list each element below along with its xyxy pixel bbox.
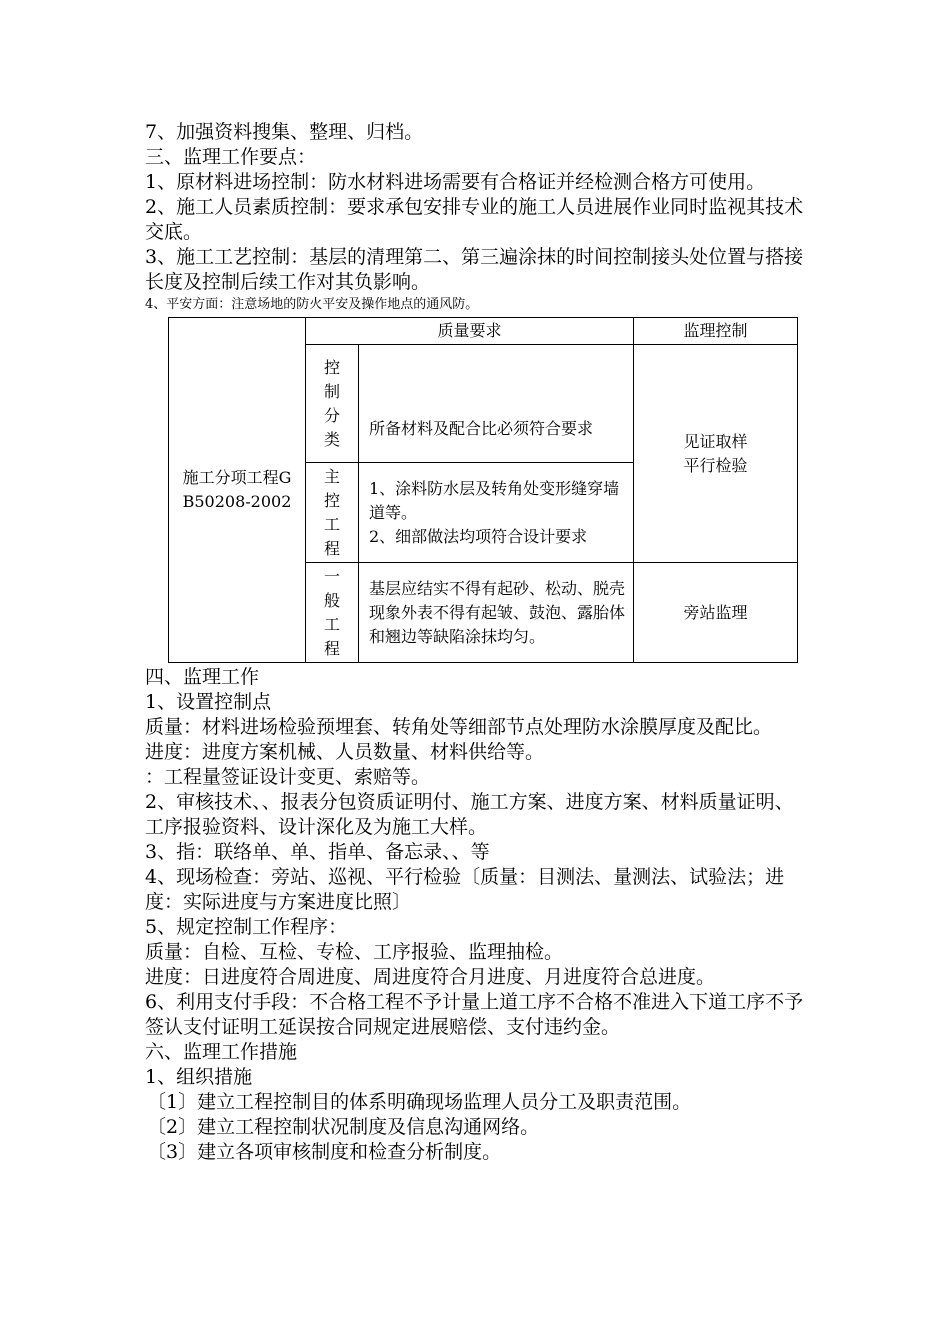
text-paragraph: 质量：材料进场检验预埋套、转角处等细部节点处理防水涂膜厚度及配比。 <box>145 716 773 738</box>
quality-control-table <box>168 317 798 663</box>
text-line: 进度：日进度符合周进度、周进度符合月进度、月进度符合总进度。 <box>145 966 716 988</box>
requirement-cell <box>359 563 634 663</box>
text-line: 3、指：联络单、单、指单、备忘录、、等 <box>145 841 490 863</box>
category-char: 程 <box>324 638 341 658</box>
text-line: 1、组织措施 <box>145 1066 253 1088</box>
text-paragraph: 1、原材料进场控制：防水材料进场需要有合格证并经检测合格方可使用。 <box>145 171 766 193</box>
category-char: 制 <box>324 381 341 401</box>
section-heading: 四、监理工作 <box>145 666 260 688</box>
category-char: 类 <box>324 429 341 449</box>
text-line: ：工程量签证设计变更、索赔等。 <box>145 766 431 788</box>
section-heading: 三、监理工作要点： <box>145 146 317 168</box>
small-note: 4、平安方面：注意场地的防火平安及操作地点的通风防。 <box>145 297 479 312</box>
supervision-text: 平行检验 <box>683 455 748 475</box>
category-char: 控 <box>324 490 341 510</box>
header-quality: 质量要求 <box>306 318 634 345</box>
list-item: 〔1〕建立工程控制目的体系明确现场监理人员分工及职责范围。 <box>147 1091 692 1113</box>
category-char: 一 <box>324 566 341 586</box>
section-heading: 六、监理工作措施 <box>145 1041 298 1063</box>
list-item: 〔3〕建立各项审核制度和检查分析制度。 <box>147 1141 502 1163</box>
header-supervision: 监理控制 <box>634 318 798 345</box>
requirement-text: 基层应结实不得有起砂、松动、脱壳现象外表不得有起皱、鼓泡、露胎体和翘边等缺陷涂抹均匀。 <box>369 578 626 646</box>
text-paragraph: 2、施工人员素质控制：要求承包安排专业的施工人员进展作业同时监视其技术交底。 <box>145 196 804 243</box>
category-char: 主 <box>324 466 341 486</box>
text-paragraph: 2、审核技术、、报表分包资质证明付、施工方案、进度方案、材料质量证明、工序报验资料、设计深化及为施工大样。 <box>145 791 794 838</box>
category-cell <box>306 345 359 463</box>
category-char: 程 <box>324 538 341 558</box>
category-char: 工 <box>324 614 341 634</box>
category-char: 控 <box>324 357 341 377</box>
list-item: 〔2〕建立工程控制状况制度及信息沟通网络。 <box>147 1116 540 1138</box>
requirement-text: 所备材料及配合比必须符合要求 <box>369 419 594 438</box>
category-cell <box>306 463 359 563</box>
category-char: 分 <box>324 405 341 425</box>
text-line: 5、规定控制工作程序： <box>145 916 348 938</box>
category-char: 工 <box>324 514 341 534</box>
text-paragraph: 6、利用支付手段：不合格工程不予计量上道工序不合格不准进入下道工序不予签认支付证明工延误按合同规定进展赔偿、支付违约金。 <box>145 991 804 1038</box>
category-char: 般 <box>324 590 341 610</box>
project-cell <box>169 318 306 663</box>
requirement-text: 1、涂料防水层及转角处变形缝穿墙道等。 <box>369 478 620 522</box>
category-cell <box>306 563 359 663</box>
supervision-cell <box>634 345 798 563</box>
text-line: 进度：进度方案机械、人员数量、材料供给等。 <box>145 741 545 763</box>
text-line: 1、设置控制点 <box>145 691 272 713</box>
text-line: 质量：自检、互检、专检、工序报验、监理抽检。 <box>145 941 564 963</box>
requirement-cell <box>359 463 634 563</box>
supervision-cell: 旁站监理 <box>634 563 798 663</box>
supervision-text: 见证取样 <box>683 431 748 451</box>
requirement-cell <box>359 345 634 463</box>
text-paragraph: 4、现场检查：旁站、巡视、平行检验〔质量：目测法、量测法、试验法；进度：实际进度与方案进度比照〕 <box>145 866 785 913</box>
text-line: 7、加强资料搜集、整理、归档。 <box>145 121 424 143</box>
document-page <box>145 120 805 1165</box>
requirement-text: 2、细部做法均项符合设计要求 <box>369 526 588 546</box>
project-text: 施工分项工程GB50208-2002 <box>182 468 292 511</box>
text-paragraph: 3、施工工艺控制：基层的清理第二、第三遍涂抹的时间控制接头处位置与搭接长度及控制后续工作对其负影响。 <box>145 246 804 293</box>
